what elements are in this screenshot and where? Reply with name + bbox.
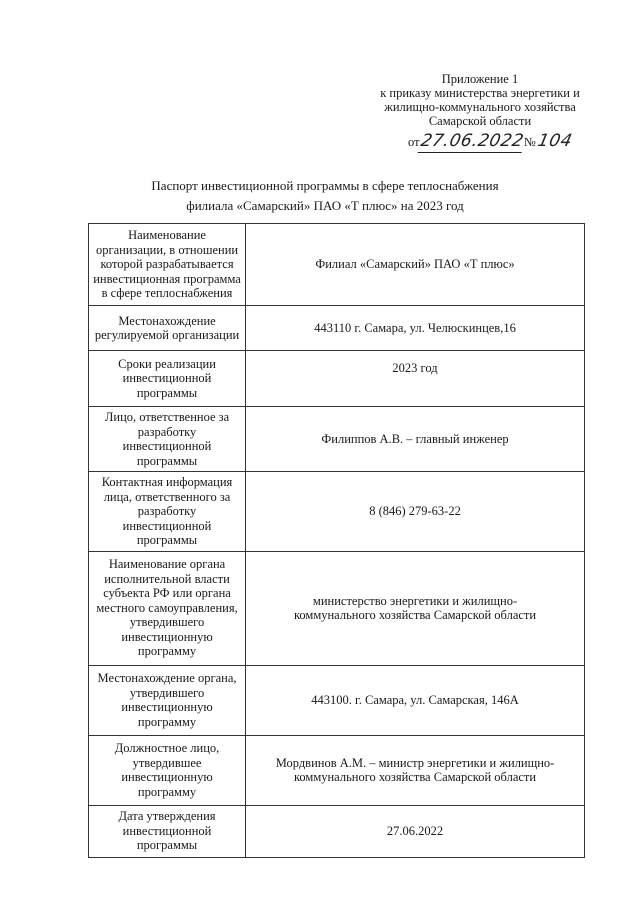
row-value: 2023 год [246,351,585,407]
document-title [120,176,530,216]
date-prefix: от [408,135,420,149]
row-label: Дата утверждения инвестиционной программы [89,805,246,857]
appendix-line: к приказу министерства энергетики и [380,86,580,100]
number-prefix: № [523,135,536,149]
appendix-line: жилищно-коммунального хозяйства [384,100,576,114]
table-row [89,407,585,472]
appendix-line: Самарской области [428,114,532,128]
row-label: Местонахождение органа, утвердившего инвестиционную программу [89,665,246,735]
row-label: Должностное лицо, утвердившее инвестиционную программу [89,735,246,805]
row-value: министерство энергетики и жилищно-коммунального хозяйства Самарской области [246,551,585,665]
row-label: Лицо, ответственное за разработку инвестиционной программы [89,407,246,472]
title-line-2: филиала «Самарский» ПАО «Т плюс» на 2023 год [186,198,464,213]
row-value: Филиппов А.В. – главный инженер [246,407,585,472]
row-label: Наименование органа исполнительной власти субъекта РФ или органа местного самоуправления, утвердившего инвестиционную программу [89,551,246,665]
row-value: Филиал «Самарский» ПАО «Т плюс» [246,224,585,306]
table-row [89,224,585,306]
table-row [89,735,585,805]
row-value: 8 (846) 279-63-22 [246,472,585,552]
table-row [89,472,585,552]
row-label: Сроки реализации инвестиционной программы [89,351,246,407]
handwritten-date: 27.06.2022 [418,131,526,151]
row-value: Мордвинов А.М. – министр энергетики и жилищно-коммунального хозяйства Самарской области [246,735,585,805]
appendix-line: Приложение 1 [441,72,519,86]
table-row [89,351,585,407]
table-row [89,306,585,351]
row-value: 27.06.2022 [246,805,585,857]
table-row [89,551,585,665]
row-label: Наименование организации, в отношении которой разрабатывается инвестиционная программа в сфере теплоснабжения [89,224,246,306]
row-label: Контактная информация лица, ответственного за разработку инвестиционной программы [89,472,246,552]
row-label: Местонахождение регулируемой организации [89,306,246,351]
table-row [89,805,585,857]
appendix-header [360,72,600,128]
passport-table [88,223,585,858]
row-value: 443110 г. Самара, ул. Челюскинцев,16 [246,306,585,351]
title-line-1: Паспорт инвестиционной программы в сфере теплоснабжения [151,178,499,193]
row-value: 443100. г. Самара, ул. Самарская, 146А [246,665,585,735]
order-reference [408,130,572,152]
handwritten-number: 104 [535,131,574,151]
table-row [89,665,585,735]
